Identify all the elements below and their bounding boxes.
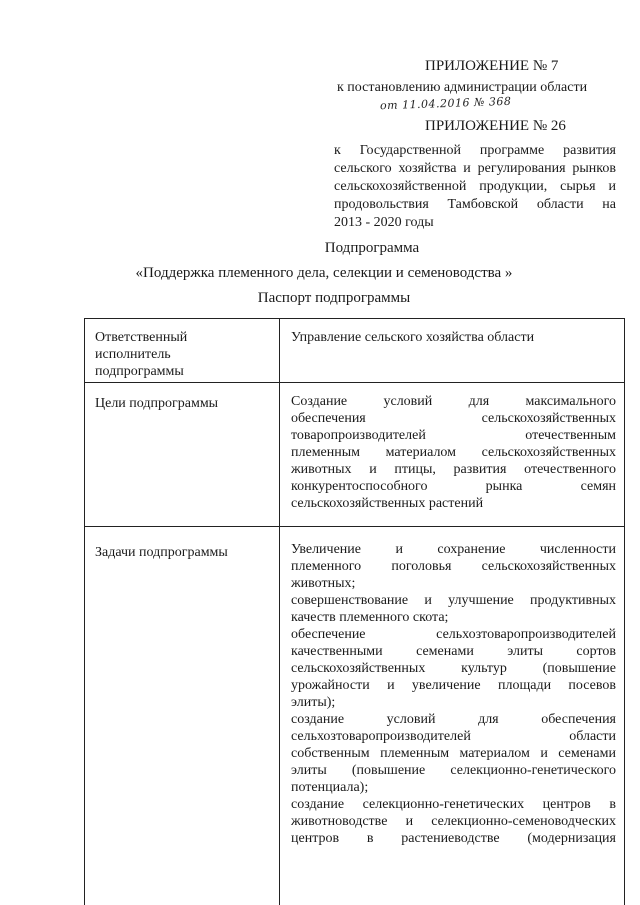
table-border-top [84, 318, 625, 319]
state-program-reference [334, 142, 616, 232]
table-row-divider [84, 526, 625, 527]
value-line: элиты (повышение селекционно-генетического [291, 763, 616, 778]
program-ref-line: к Государственной программе развития [334, 143, 616, 158]
table-border-right [624, 318, 625, 905]
value-line: животных и птицы, развития отечественного [291, 462, 616, 477]
value-line: сельскохозяйственных культур (повышение [291, 661, 616, 676]
value-line: собственным племенным материалом и семенами [291, 746, 616, 761]
label-line: Ответственный [95, 330, 188, 345]
row-label-responsible [95, 329, 275, 380]
table-border-left [84, 318, 85, 905]
value-line: обеспечение сельхозтоваропроизводителей [291, 627, 616, 642]
row-value-goals [291, 393, 616, 512]
value-line: качественными семенами элиты сортов [291, 644, 616, 659]
value-line: качеств племенного скота; [291, 610, 449, 625]
value-line: сельскохозяйственных растений [291, 496, 484, 511]
value-line: обеспечения сельскохозяйственных [291, 411, 616, 426]
label-line: Задачи подпрограммы [95, 545, 228, 560]
value-line: Создание условий для максимального [291, 394, 616, 409]
table-row-divider [84, 382, 625, 383]
label-line: подпрограммы [95, 364, 184, 379]
appendix-7-heading: ПРИЛОЖЕНИЕ № 7 [425, 58, 559, 74]
value-line: племенного поголовья сельскохозяйственных [291, 559, 616, 574]
value-line: племенным материалом сельскохозяйственных [291, 445, 616, 460]
passport-title: Паспорт подпрограммы [257, 290, 411, 306]
value-line: сельхозтоваропроизводителей области [291, 729, 616, 744]
value-line: создание условий для обеспечения [291, 712, 616, 727]
table-column-divider [279, 318, 280, 905]
program-ref-line: сельского хозяйства и регулирования рынков [334, 161, 616, 176]
row-value-tasks [291, 541, 616, 847]
value-line: центров в растениеводстве (модернизация [291, 831, 616, 846]
value-line: товаропроизводителей отечественным [291, 428, 616, 443]
value-line: совершенствование и улучшение продуктивных [291, 593, 616, 608]
value-line: животных; [291, 576, 356, 591]
value-line: потенциала); [291, 780, 369, 795]
program-ref-line: продовольствия Тамбовской области на [334, 197, 616, 212]
label-line: исполнитель [95, 347, 171, 362]
row-value-responsible [291, 329, 616, 346]
value-line: Управление сельского хозяйства области [291, 330, 535, 345]
value-line: элиты); [291, 695, 336, 710]
value-line: создание селекционно-генетических центров в [291, 797, 616, 812]
label-line: Цели подпрограммы [95, 396, 219, 411]
subprogram-label: Подпрограмма [324, 240, 420, 256]
row-label-tasks [95, 544, 275, 561]
value-line: конкурентоспособного рынка семян [291, 479, 616, 494]
program-ref-line: 2013 - 2020 годы [334, 215, 434, 230]
value-line: Увеличение и сохранение численности [291, 542, 616, 557]
row-label-goals [95, 395, 275, 412]
appendix-26-heading: ПРИЛОЖЕНИЕ № 26 [425, 118, 566, 134]
handwritten-date-number: от 11.04.2016 № 368 [379, 94, 512, 113]
resolution-reference: к постановлению администрации области [337, 80, 588, 95]
program-ref-line: сельскохозяйственной продукции, сырья и [334, 179, 616, 194]
value-line: животноводстве и селекционно-семеноводческих [291, 814, 616, 829]
value-line: урожайности и увеличение площади посевов [291, 678, 616, 693]
subprogram-name: «Поддержка племенного дела, селекции и семеноводства » [135, 265, 513, 281]
